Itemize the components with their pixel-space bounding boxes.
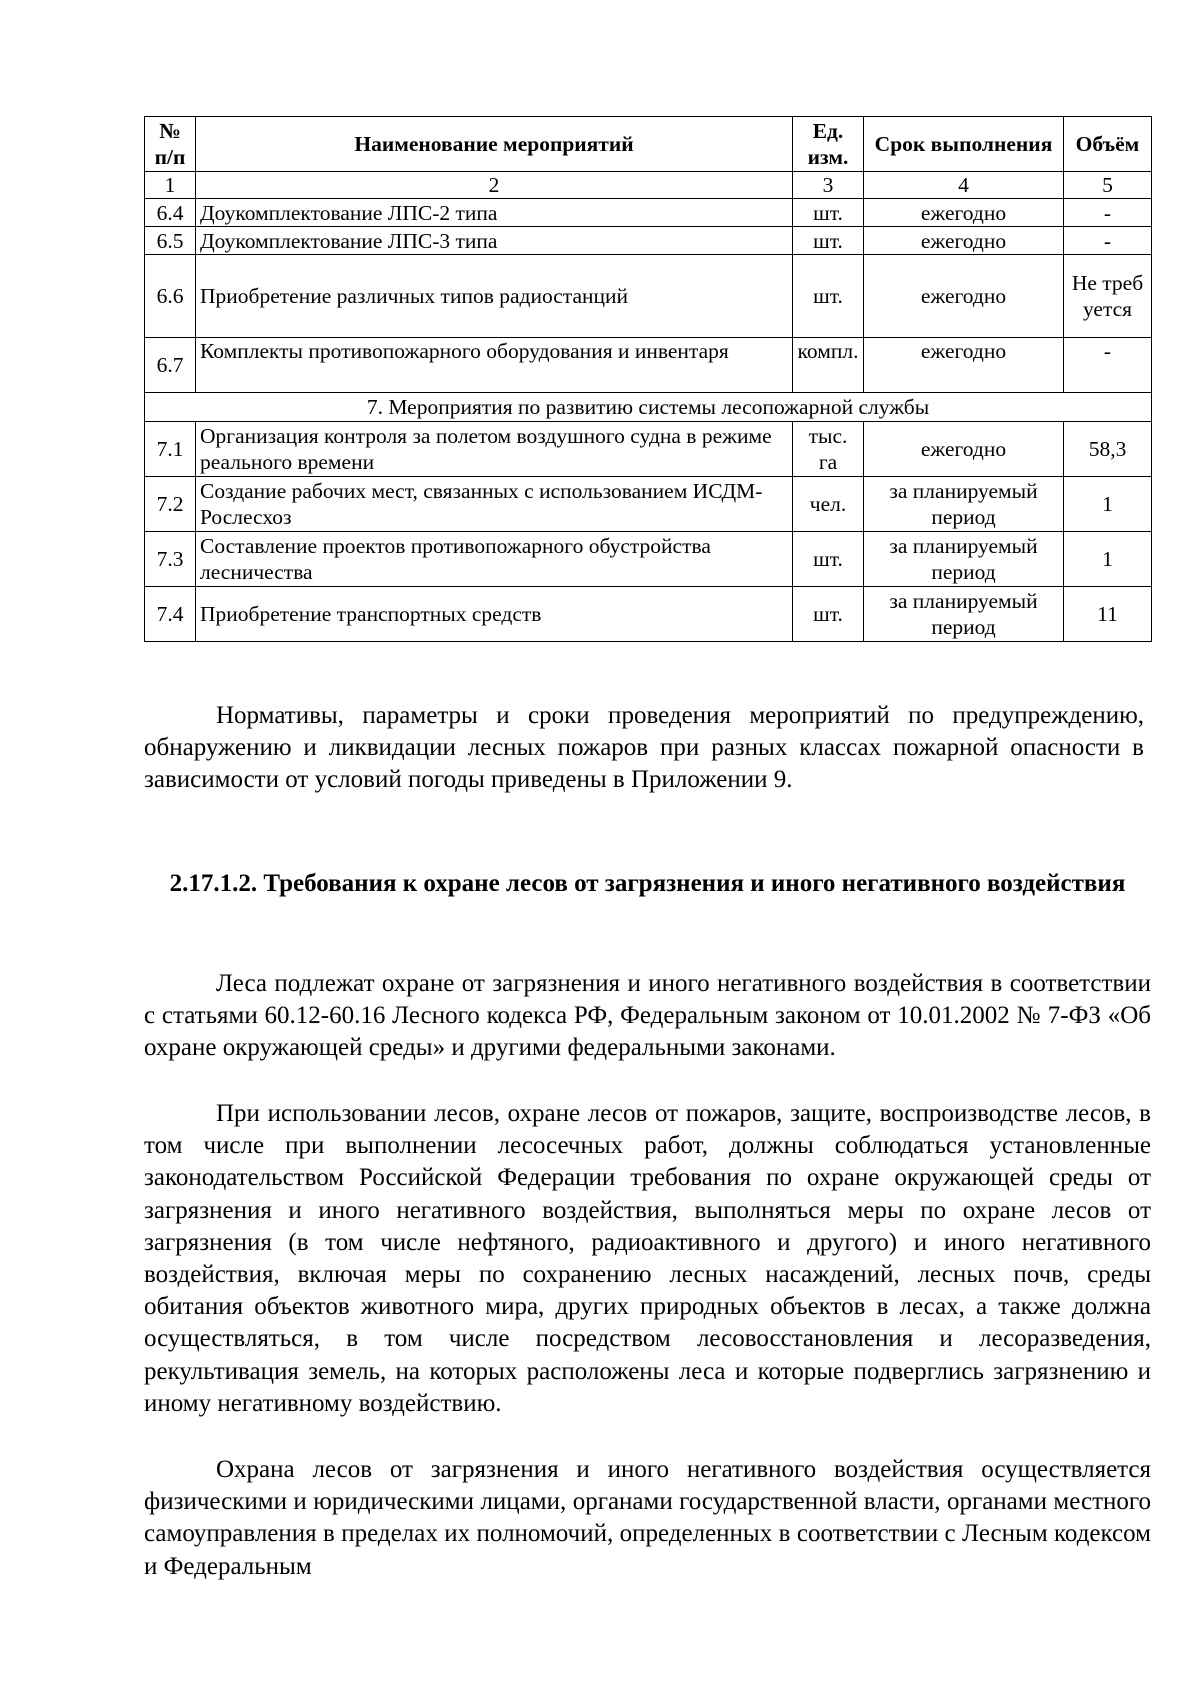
row-volume: 1 bbox=[1064, 532, 1152, 587]
section-title-row bbox=[145, 393, 1152, 422]
row-term: ежегодно bbox=[864, 422, 1064, 477]
row-name: Составление проектов противопожарного обустройства лесничества bbox=[196, 532, 793, 587]
row-unit: шт. bbox=[793, 227, 864, 255]
row-num: 7.2 bbox=[145, 477, 196, 532]
index-cell: 5 bbox=[1064, 172, 1152, 199]
row-unit: шт. bbox=[793, 199, 864, 227]
header-term: Срок выполнения bbox=[864, 117, 1064, 172]
index-cell: 1 bbox=[145, 172, 196, 199]
row-term: ежегодно bbox=[864, 227, 1064, 255]
row-num: 7.4 bbox=[145, 587, 196, 642]
table-row bbox=[145, 587, 1152, 642]
row-term: ежегодно bbox=[864, 255, 1064, 338]
row-unit: шт. bbox=[793, 532, 864, 587]
row-term: за планируемый период bbox=[864, 477, 1064, 532]
row-name: Комплекты противопожарного оборудования и инвентаря bbox=[196, 338, 793, 393]
header-num: № п/п bbox=[145, 117, 196, 172]
row-unit: тыс. га bbox=[793, 422, 864, 477]
row-unit: шт. bbox=[793, 587, 864, 642]
row-name: Доукомплектование ЛПС-2 типа bbox=[196, 199, 793, 227]
header-volume: Объём bbox=[1064, 117, 1152, 172]
row-volume: - bbox=[1064, 227, 1152, 255]
table-row bbox=[145, 338, 1152, 393]
column-index-row bbox=[145, 172, 1152, 199]
table-row bbox=[145, 227, 1152, 255]
row-volume: 1 bbox=[1064, 477, 1152, 532]
index-cell: 2 bbox=[196, 172, 793, 199]
row-volume: 11 bbox=[1064, 587, 1152, 642]
row-name: Приобретение транспортных средств bbox=[196, 587, 793, 642]
row-term: за планируемый период bbox=[864, 532, 1064, 587]
section-7-title: 7. Мероприятия по развитию системы лесопожарной службы bbox=[145, 393, 1152, 422]
row-num: 7.3 bbox=[145, 532, 196, 587]
index-cell: 3 bbox=[793, 172, 864, 199]
row-term: ежегодно bbox=[864, 199, 1064, 227]
table-header-row bbox=[145, 117, 1152, 172]
row-unit: чел. bbox=[793, 477, 864, 532]
measures-table bbox=[144, 116, 1152, 642]
row-num: 7.1 bbox=[145, 422, 196, 477]
row-term: ежегодно bbox=[864, 338, 1064, 393]
norms-paragraph: Нормативы, параметры и сроки проведения мероприятий по предупреждению, обнаружению и ликвидации лесных пожаров при разных классах пожарной опасности в зависимости от условий погоды приведены в Приложении 9. bbox=[144, 702, 1144, 794]
row-name: Доукомплектование ЛПС-3 типа bbox=[196, 227, 793, 255]
row-num: 6.5 bbox=[145, 227, 196, 255]
table-row bbox=[145, 532, 1152, 587]
row-unit: компл. bbox=[793, 338, 864, 393]
index-cell: 4 bbox=[864, 172, 1064, 199]
row-name: Организация контроля за полетом воздушного судна в режиме реального времени bbox=[196, 422, 793, 477]
row-unit: шт. bbox=[793, 255, 864, 338]
row-volume: 58,3 bbox=[1064, 422, 1152, 477]
section-heading: 2.17.1.2. Требования к охране лесов от загрязнения и иного негативного воздействия bbox=[169, 870, 1126, 897]
row-name: Создание рабочих мест, связанных с использованием ИСДМ-Рослесхоз bbox=[196, 477, 793, 532]
table-row bbox=[145, 255, 1152, 338]
row-volume: - bbox=[1064, 338, 1152, 393]
body-paragraph-3: Охрана лесов от загрязнения и иного негативного воздействия осуществляется физическими и юридическими лицами, органами государственной власти, органами местного самоуправления в пределах их полномочий, определенных в соответствии с Лесным кодексом и Федеральным bbox=[144, 1456, 1151, 1580]
body-paragraph-1: Леса подлежат охране от загрязнения и иного негативного воздействия в соответствии с статьями 60.12-60.16 Лесного кодекса РФ, Федеральным законом от 10.01.2002 № 7-ФЗ «Об охране окружающей среды» и другими федеральными законами. bbox=[144, 970, 1151, 1062]
row-num: 6.4 bbox=[145, 199, 196, 227]
row-num: 6.7 bbox=[145, 338, 196, 393]
row-volume: Не требуется bbox=[1064, 255, 1152, 338]
row-term: за планируемый период bbox=[864, 587, 1064, 642]
header-unit: Ед. изм. bbox=[793, 117, 864, 172]
table-row bbox=[145, 199, 1152, 227]
header-name: Наименование мероприятий bbox=[196, 117, 793, 172]
row-volume: - bbox=[1064, 199, 1152, 227]
table-row bbox=[145, 477, 1152, 532]
row-name: Приобретение различных типов радиостанций bbox=[196, 255, 793, 338]
body-paragraph-2: При использовании лесов, охране лесов от пожаров, защите, воспроизводстве лесов, в том числе при выполнении лесосечных работ, должны соблюдаться установленные законодательством Российской Федерации требования по охране окружающей среды от загрязнения и иного негативного воздействия, выполняться меры по охране лесов от загрязнения (в том числе нефтяного, радиоактивного и другого) и иного негативного воздействия, включая меры по сохранению лесных насаждений, лесных почв, среды обитания объектов животного мира, других природных объектов в лесах, а также должна осуществляться, в том числе посредством лесовосстановления и лесоразведения, рекультивация земель, на которых расположены леса и которые подверглись загрязнению и иному негативному воздействию. bbox=[144, 1100, 1151, 1417]
row-num: 6.6 bbox=[145, 255, 196, 338]
table-row bbox=[145, 422, 1152, 477]
